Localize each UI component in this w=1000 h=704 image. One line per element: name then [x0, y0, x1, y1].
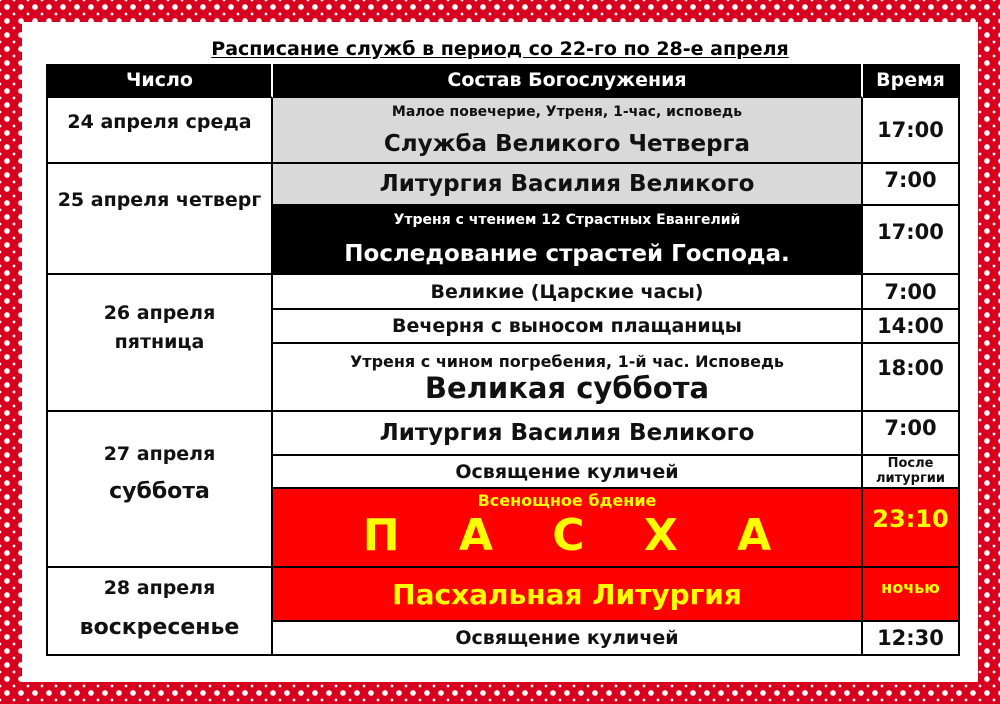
time-26-hours: 7:00: [863, 275, 960, 310]
time-27-liturgy: 7:00: [863, 412, 960, 456]
service-27-vigil: [273, 489, 863, 568]
date-26-line1: 26 апреля: [103, 302, 216, 324]
pascha-heading: П А С Х А: [362, 510, 794, 561]
schedule-page: [22, 22, 978, 682]
date-26: [46, 275, 273, 412]
service-27-vigil-line1: Всенощное бдение: [477, 491, 657, 510]
schedule-table: [46, 64, 960, 660]
date-28-line1: 28 апреля: [103, 577, 216, 599]
service-24-line2: Служба Великого Четверга: [383, 130, 751, 157]
service-24-line1: Малое повечерие, Утреня, 1-час, исповедь: [391, 103, 743, 120]
service-28-blessing: Освящение куличей: [273, 622, 863, 656]
date-27-line2: суббота: [109, 478, 210, 504]
time-27-blessing-line1: После: [887, 456, 934, 471]
header-date: Число: [46, 64, 273, 98]
date-28-line2: воскресенье: [79, 614, 240, 640]
service-26-hours: Великие (Царские часы): [273, 275, 863, 310]
service-27-liturgy: Литургия Василия Великого: [273, 412, 863, 456]
time-27-vigil: 23:10: [863, 489, 960, 568]
service-25-matins-line1: Утреня с чтением 12 Страстных Евангелий: [393, 212, 741, 229]
date-25-label: 25 апреля четверг: [57, 189, 262, 211]
time-27-blessing: [863, 456, 960, 489]
service-25-liturgy: Литургия Василия Великого: [273, 164, 863, 206]
header-service: Состав Богослужения: [273, 64, 863, 98]
date-26-line2: пятница: [114, 330, 205, 353]
time-24: 17:00: [863, 98, 960, 164]
date-27: [46, 412, 273, 568]
date-25: [46, 164, 273, 275]
service-26-burial-line2: Великая суббота: [424, 371, 710, 405]
time-26-burial: 18:00: [863, 344, 960, 412]
time-25-liturgy: 7:00: [863, 164, 960, 206]
time-27-blessing-line2: литургии: [876, 470, 945, 486]
date-24: [46, 98, 273, 164]
page-title: Расписание служб в период со 22-го по 28-е апреля: [211, 38, 789, 60]
service-25-matins: [273, 206, 863, 275]
time-28-blessing: 12:30: [863, 622, 960, 656]
time-28-liturgy-label: ночью: [881, 578, 940, 597]
time-28-liturgy: [863, 568, 960, 622]
service-26-vespers: Вечерня с выносом плащаницы: [273, 310, 863, 344]
service-27-blessing: Освящение куличей: [273, 456, 863, 489]
time-26-vespers: 14:00: [863, 310, 960, 344]
service-26-burial-line1: Утреня с чином погребения, 1-й час. Исповедь: [349, 352, 785, 371]
service-26-burial: [273, 344, 863, 412]
service-24: [273, 98, 863, 164]
date-24-label: 24 апреля среда: [67, 111, 252, 133]
date-28: [46, 568, 273, 656]
service-28-liturgy: [273, 568, 863, 622]
time-25-matins: 17:00: [863, 206, 960, 275]
header-time: Время: [863, 64, 960, 98]
service-25-matins-line2: Последование страстей Господа.: [344, 240, 790, 267]
service-28-liturgy-label: Пасхальная Литургия: [392, 577, 742, 611]
date-27-line1: 27 апреля: [103, 443, 216, 465]
